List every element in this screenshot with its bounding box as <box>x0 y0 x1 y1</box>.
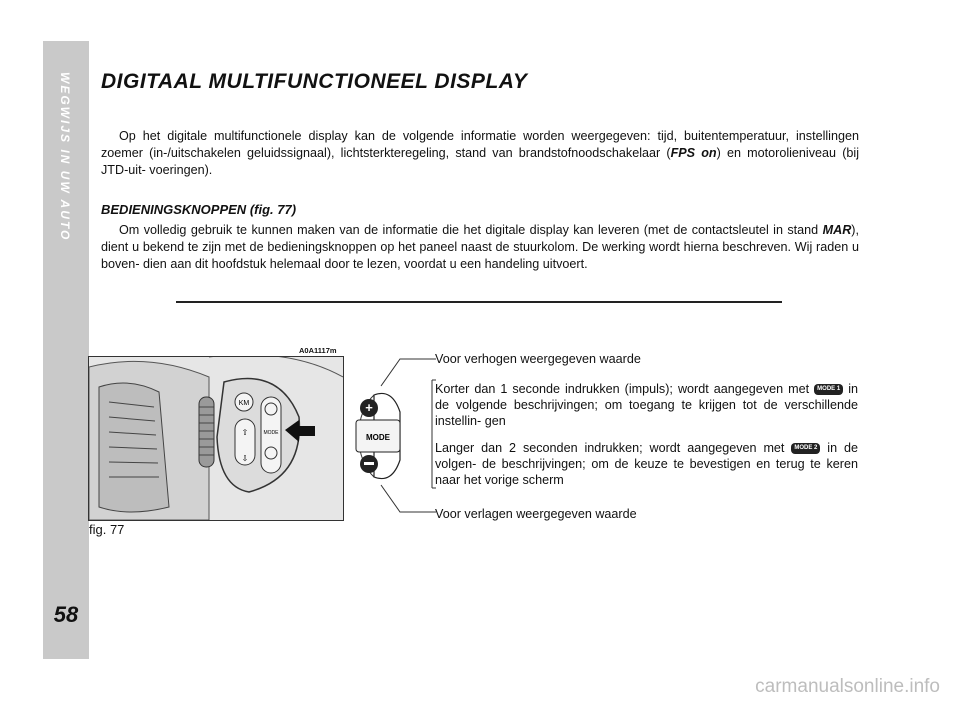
mode-label: MODE <box>263 430 279 436</box>
svg-text:+: + <box>365 400 373 415</box>
up-arrow-icon: ⇧ <box>241 428 249 437</box>
section-label <box>53 72 79 312</box>
minus-description: Voor verlagen weergegeven waarde <box>435 507 637 521</box>
page-title: DIGITAAL MULTIFUNCTIONEEL DISPLAY <box>101 70 528 93</box>
mode-button-label: MODE <box>366 433 390 442</box>
mode-long-description <box>435 440 858 488</box>
mode1-badge: MODE 1 <box>814 384 843 395</box>
watermark: carmanualsonline.info <box>755 676 940 697</box>
intro-text: Op het digitale multifunctionele display kan de volgende informatie worden weergegeven: tijd, buitentemperatuur, instellingen zoemer (in-/uitschakelen geluidssignaal), lichtsterkteregeling, stand van brandstofnoodschakelaar ( <box>101 129 859 160</box>
mode-short-description <box>435 381 858 429</box>
mode2-badge: MODE 2 <box>791 443 820 454</box>
dashboard-illustration <box>88 356 344 521</box>
section-heading-text: BEDIENINGSKNOPPEN <box>101 202 247 217</box>
dashboard-drawing <box>89 357 343 520</box>
page-number: 58 <box>53 602 79 627</box>
body-bold: MAR <box>822 223 852 237</box>
mode-long-text-end: in de volgen- de beschrijvingen; om de keuze te bevestigen en terug te keren naar het vorige scherm <box>435 441 859 487</box>
section-label-text: WEGWIJS IN UW AUTO <box>58 72 72 242</box>
intro-paragraph <box>101 128 859 179</box>
callout-drawing <box>352 340 442 520</box>
section-heading <box>101 202 296 217</box>
intro-bold: FPS on <box>670 146 717 160</box>
mode-short-text: Korter dan 1 seconde indrukken (impuls); wordt aangegeven met <box>435 382 810 396</box>
body-text: Om volledig gebruik te kunnen maken van de informatie die het digitale display kan leveren (met de contactsleutel in stand <box>119 223 823 237</box>
plus-description: Voor verhogen weergegeven waarde <box>435 352 641 366</box>
down-arrow-icon: ⇩ <box>241 454 249 463</box>
section-heading-ref: (fig. 77) <box>249 202 297 217</box>
mode-short-text-end: in de volgende beschrijvingen; om toegang te krijgen tot de verschillende instellin- gen <box>435 382 859 428</box>
divider-line <box>176 301 782 303</box>
body-text-end: ), dient u bekend te zijn met de bedieningsknoppen op het paneel naast de stuurkolom. De werking wordt hierna beschreven. Wij raden u boven- dien aan dit hoofdstuk helemaal door te lezen, voordat u een handeling uitvoert. <box>101 223 859 271</box>
intro-text-end: ) en motorolieniveau (bij JTD-uit- voeringen). <box>101 146 859 177</box>
body-paragraph <box>101 222 859 273</box>
button-callout-diagram <box>352 340 442 520</box>
mode-long-text: Langer dan 2 seconden indrukken; wordt aangegeven met <box>435 441 785 455</box>
figure-caption: fig. 77 <box>89 522 125 537</box>
km-label: KM <box>238 400 250 407</box>
figure-code: A0A1117m <box>299 346 337 355</box>
